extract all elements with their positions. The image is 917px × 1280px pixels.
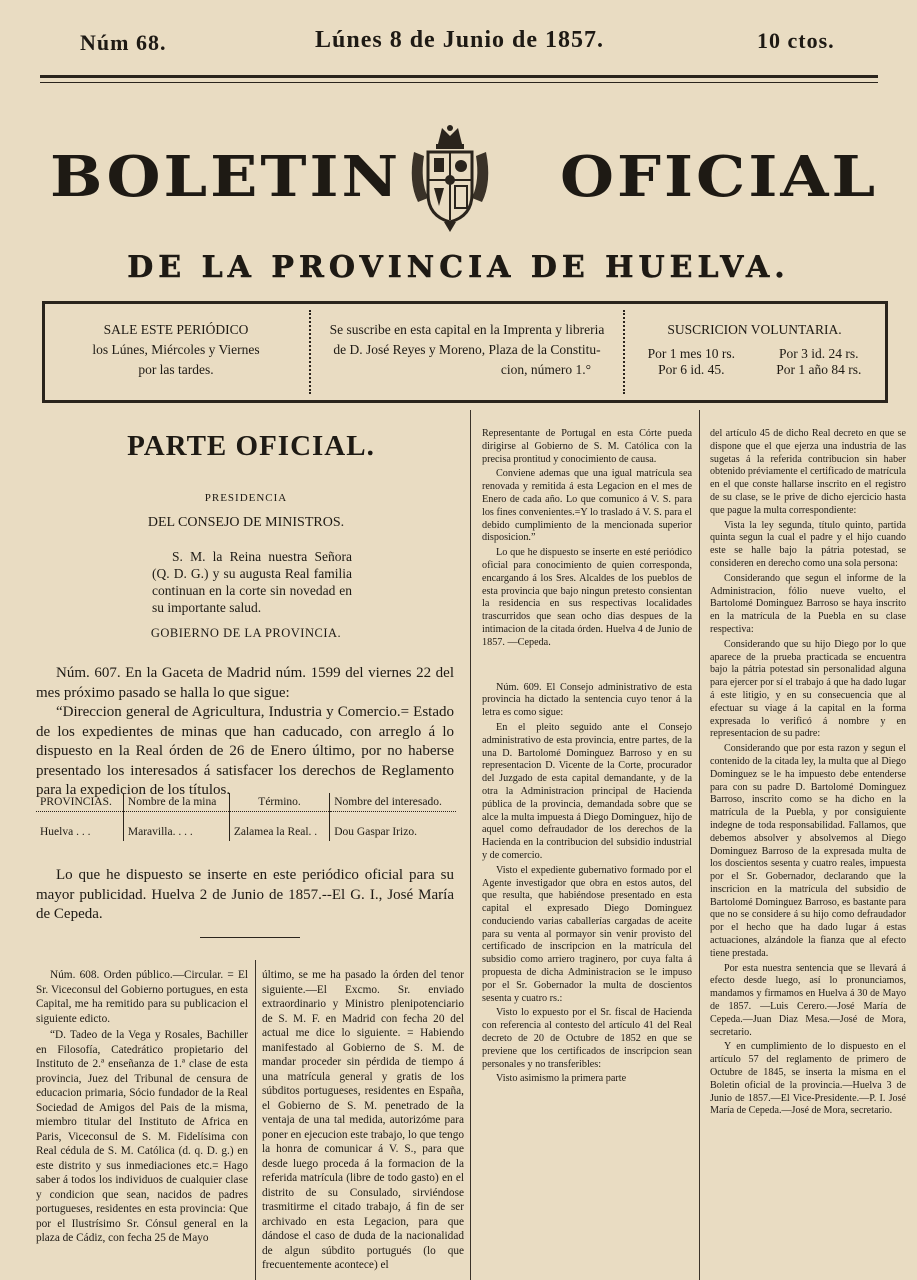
- col4-paragraph-5: Considerando que por esta razon y segun el contenido de la citada ley, la multa que al Diego Dominguez se le ha impuesto debe entenderse para con su padre D. Bartolomé Dominguez Barroso, inscrito como se ha dicho en la matrícula de la Puebla, y por consiguiente indegne de toda responsabilidad. Fallamos, que debemos absolver y absolvemos al Diego Dominguez Barroso de la expresada multa de los doscientos sesenta y cuatro reales, impuesta por el Sr. Gobernador, declarando que la inscricion en la matrícula del subsidio de Bartolomé Dominguez Barroso, es bastante para que no se considere á su hijo como defraudador por el hecho que ha dado lugar á estas actuaciones, alzándole la fianza que al efecto tiene prestada.: [710, 743, 906, 959]
- notice-608-continuation: último, se me ha pasado la órden del tenor siguiente.—El Excmo. Sr. enviado extraordinario y Ministro plenipotenciario de S. M. F. en Madrid con fecha 20 del actual me dice lo siguiente. = Habiendo manifestado al Gobierno de S. M. de mandar proceder sin pérdida de tiempo á una matrícula general y gratis de los súbditos portugueses, residentes en España, el Gobierno de S. M. penetrado de la ventaja de una tal medida, autorizóme para poner en ejecucion este trabajo, lo que tengo la honra de comunicar á V. S., para que desde luego proceda á la formacion de la referida matrícula (libre de todo gasto) en el distrito de su Consulado, sirviéndose trasmitirme el citado trabajo, á fin de ser archivado en esta Legacion, para que dándose el caso de duda de la nacionalidad de algun súbdito portugués (lo que frecuentemente acontece) el: [262, 969, 464, 1271]
- col4-paragraph-1: del artículo 45 de dicho Real decreto en que se dispone que el que ejerza una industria de las sugetas á la referida contribucion sin haber obtenido préviamente el certificado de matrícula en el que conste hallarse inscrito en el registro de su clase, se le prive de dicho ejercicio hasta que pague la multa correspondiente:: [710, 428, 906, 516]
- col4-paragraph-4: Considerando que su hijo Diego por lo que aparece de la prueba practicada se encuentra bajo la pátria potestad sin personalidad alguna para ejercer por sí el trabajo á que ha dado lugar á este litigio, y en su consecuencia que al efectuar su viage á la capital en la forma expresada lo verificó á nombre y en representacion de su padre:: [710, 638, 906, 740]
- header-rule-thin: [40, 82, 878, 83]
- col3-paragraph-1: Representante de Portugal en esta Córte pueda dirigirse al Gobierno de S. M. Católica con la precisa prontitud y conocimiento de causa.: [482, 428, 692, 465]
- col3-paragraph-3: Lo que he dispuesto se inserte en esté periódico oficial para conocimiento de quien corresponda, encargando á los Sres. Alcaldes de los pueblos de esta provincia que bajo ningun pretesto consientan la residencia en sus respectivas localidades trascurridos que sean ocho dias despues de la intimacion de la citada órden. Huelva 4 de Junio de 1857. —Cepeda.: [482, 547, 692, 648]
- notice-607: [36, 664, 454, 801]
- table-header-termino: Término.: [229, 793, 329, 812]
- column-rule: [470, 930, 471, 1280]
- col4-paragraph-3: Considerando que segun el informe de la Administracion, fólio nueve vuelto, el Bartolomé Dominguez Barroso se haya inscrito en la matrícula de la Puebla en su clase respectiva:: [710, 572, 906, 635]
- table-cell-provincia: Huelva . . .: [40, 826, 91, 838]
- publication-days: [45, 304, 307, 400]
- box-divider: [309, 310, 311, 394]
- section-heading: PARTE OFICIAL.: [127, 430, 375, 462]
- notice-607-body: “Direccion general de Agricultura, Industria y Comercio.= Estado de los expedientes de minas que han caducado, con arreglo á lo dispuesto en la Real órden de 26 de Enero último, por no haberse presentado los interesados á satisfacer los derechos de Reglamento para la expedicion de los títulos.: [36, 704, 454, 798]
- subscription-prices: [627, 304, 882, 400]
- price-6-months: Por 6 id. 45.: [658, 362, 725, 377]
- issue-date: Lúnes 8 de Junio de 1857.: [315, 27, 605, 53]
- issue-number: Núm 68.: [80, 30, 167, 55]
- publication-title: SALE ESTE PERIÓDICO: [103, 322, 249, 337]
- col3-paragraph-6: Visto el expediente gubernativo formado por el Agente investigador que obra en estos autos, del que resulta, que habiéndose presentado en esta capital el expresado Diego Dominguez conduciendo varias caballerías cargadas de aceite para su venta al pormayor sin venir provisto del certificado de inscripcion en la matrícula del subsidio como arriero traginero, por cuya falta á propuesta de dicha Administracion se le impuso por el Sr. Gobernador la multa de doscientos sesenta y cuatro rs.:: [482, 864, 692, 1004]
- box-divider: [623, 310, 625, 394]
- title-left: BOLETIN: [50, 143, 402, 210]
- notice-608-edict: “D. Tadeo de la Vega y Rosales, Bachiller en Filosofía, Catedrático propietario del Instituto de 2.ª enseñanza de 1.ª clase de esta provincia, Juez del Tribunal de censura de educacion primaria, Sócio fundador de la Real Sociedad de Amigos del Pais de la misma, miembro titular del Instituto de Africa en Paris, Viceconsul de S. M. Fidelísima con Real cédula de S. M. Católica (d. q. D. g.) en este distrito y sus inmediaciones etc.= Hago saber á todos los individuos de cualquier clase y condicion que sean, nacidos de padres portugueses, residentes en esta provincia: Que por el Ilustrísimo Sr. Cónsul general en la plaza de Cádiz, con fecha 25 de Mayo: [36, 1029, 248, 1244]
- publication-time-line: por las tardes.: [138, 362, 214, 377]
- col3-paragraph-2: Conviene ademas que una igual matrícula sea renovada y remitida á esta Legacion en el mes de Enero de cada año. Lo que comunico á V. S. para los fines convenientes.=Y lo traslado á V. S. para el debido cumplimiento de la mencionada superior disposicion.”: [482, 468, 692, 544]
- price-3-months: Por 3 id. 24 rs.: [779, 346, 859, 361]
- header-rule: [40, 75, 878, 78]
- subscription-prices-title: SUSCRICION VOLUNTARIA.: [667, 322, 842, 337]
- gobierno-heading: GOBIERNO DE LA PROVINCIA.: [150, 626, 342, 640]
- column-4: [710, 428, 906, 1120]
- table-header-mina: Nombre de la mina: [123, 793, 229, 812]
- subscription-box: [42, 301, 888, 403]
- table-header-provincias: PROVINCIAS.: [40, 796, 112, 808]
- notice-609-intro: Núm. 609. El Consejo administrativo de esta provincia ha dictado la sentencia cuyo tenor á la letra es como sigue:: [482, 681, 692, 719]
- subscription-place-line1: Se suscribe en esta capital en la Imprenta y libreria: [329, 322, 605, 337]
- col3-paragraph-7: Visto lo expuesto por el Sr. fiscal de Hacienda con referencia al contesto del artículo 41 del Real decreto de 20 de Octubre de 1852 en que se previene que los certificados de inscripcion sean personales y no transferibles:: [482, 1007, 692, 1070]
- subscription-place: [313, 304, 621, 400]
- table-cell-interesado: Dou Gaspar Irizo.: [330, 812, 456, 842]
- col3-gap: [482, 652, 692, 682]
- mines-table: [36, 793, 456, 841]
- table-header-interesado: Nombre del interesado.: [330, 793, 456, 812]
- subscription-place-line2: de D. José Reyes y Moreno, Plaza de la Constitu-: [333, 342, 601, 357]
- table-cell-termino: Zalamea la Real. .: [229, 812, 329, 842]
- section-separator: [200, 937, 300, 938]
- column-rule: [699, 410, 700, 1280]
- notice-607-closing: [36, 866, 454, 925]
- subscription-place-line3: cion, número 1.°: [500, 362, 591, 377]
- reina-notice: S. M. la Reina nuestra Señora (Q. D. G.) y su augusta Real familia continuan en la corte sin novedad en su importante salud.: [152, 549, 352, 615]
- column-rule: [470, 410, 471, 930]
- coat-of-arms-icon: [408, 122, 492, 234]
- notice-607-intro: Núm. 607. En la Gaceta de Madrid núm. 1599 del viernes 22 del mes próximo pasado se halla lo que sigue:: [36, 665, 454, 701]
- col4-paragraph-6: Por esta nuestra sentencia que se llevará á efecto desde luego, así lo pronunciamos, mandamos y firmamos en Huelva á 30 de Mayo de 1857. —Luis Cerero.—José María de Cepeda.—Juan Diaz Mesa.—José de Mora, secretario.: [710, 962, 906, 1038]
- publication-days-line: los Lúnes, Miércoles y Viernes: [92, 342, 260, 357]
- col4-paragraph-7: Y en cumplimiento de lo dispuesto en el artículo 57 del reglamento de primero de Octubre de 1845, se inserta la misma en el Boletin oficial de la provincia.—Huelva 3 de Junio de 1857.—El Vice-Presidente.—P. I. José María de Cepeda.—José de Mora, secretario.: [710, 1041, 906, 1117]
- consejo-heading: DEL CONSEJO DE MINISTROS.: [147, 515, 345, 530]
- column-3: [482, 428, 692, 1088]
- column-rule: [255, 960, 256, 1280]
- price-1-year: Por 1 año 84 rs.: [776, 362, 862, 377]
- notice-607-signature: Lo que he dispuesto se inserte en este periódico oficial para su mayor publicidad. Huelva 2 de Junio de 1857.--El G. I., José María de Cepeda.: [36, 867, 454, 922]
- title-right: OFICIAL: [560, 143, 879, 210]
- table-cell-mina: Maravilla. . . .: [123, 812, 229, 842]
- notice-608-col1: [36, 968, 248, 1248]
- col3-paragraph-8: Visto asimismo la primera parte: [496, 1073, 627, 1085]
- price-1-month: Por 1 mes 10 rs.: [647, 346, 735, 361]
- issue-price: 10 ctos.: [757, 28, 835, 53]
- presidencia-label: PRESIDENCIA: [204, 492, 288, 504]
- notice-608-col2: [262, 968, 464, 1275]
- subtitle: DE LA PROVINCIA DE HUELVA.: [127, 250, 790, 285]
- notice-608-intro: Núm. 608. Orden público.—Circular. = El Sr. Viceconsul del Gobierno portugues, en esta Capital, me ha remitido para su publicacion el siguiente edicto.: [36, 969, 248, 1025]
- col3-paragraph-5: En el pleito seguido ante el Consejo administrativo de esta provincia, entre partes, de la una D. Bartolomé Dominguez Barroso y en su representacion D. Vicente de la Corte, procurador del Juzgado de esta capital demandante, y de la otra la Administracion principal de Hacienda pública de la provincia, demandada sobre que se alce la multa impuesta á Diego Dominguez, hijo de aquel como defraudador de los derechos de la Hacienda en la contribucion del subsidio industrial y de comercio.: [482, 721, 692, 861]
- col4-paragraph-2: Vista la ley segunda, título quinto, partida quinta segun la cual el padre y el hijo cuando este se halle bajo la pátria potestad, se consideren en derecho como una sola persona:: [710, 519, 906, 569]
